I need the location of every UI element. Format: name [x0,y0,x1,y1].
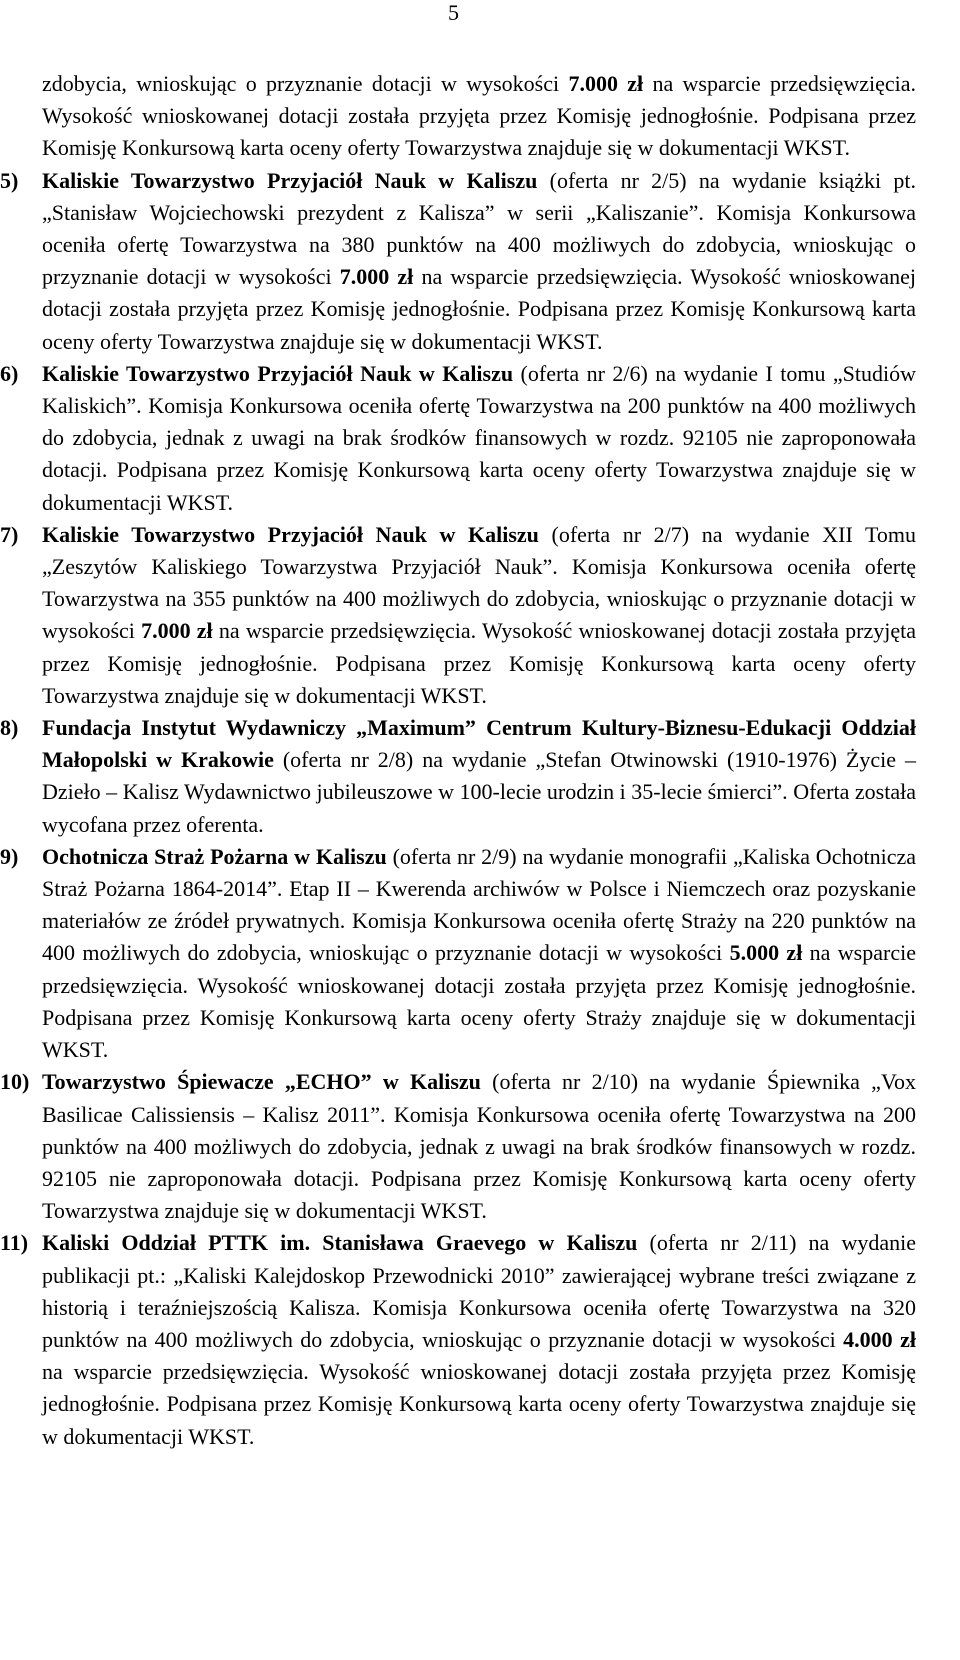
item-text-b: na wsparcie przedsięwzięcia. Wysokość wnioskowanej dotacji została przyjęta przez Komisję jednogłośnie. Podpisana przez Komisję Konkursową karta oceny oferty Straży znajduje się w dokumentacji WKST. [42,940,916,1063]
page-number: 5 [448,0,459,25]
list-item-8 [0,712,960,841]
intro-text-a: zdobycia, wnioskując o przyznanie dotacji w wysokości [42,71,569,96]
list-item-number: 9) [0,843,19,869]
list-item-text [42,358,916,519]
list-item-text [42,165,916,358]
intro-paragraph [42,68,916,165]
item-text-a: (oferta nr 2/9) na wydanie monografii „Kaliska Ochotnicza Straż Pożarna 1864-2014”. Etap II – Kwerenda archiwów w Polsce i Niemczech oraz pozyskanie materiałów ze źródeł prywatnych. Komisja Konkursowa oceniła ofertę Straży na 220 punktów na 400 możliwych do zdobycia, wnioskując o przyznanie dotacji w wysokości [42,843,916,966]
document-body [0,68,960,1453]
organization-name: Kaliskie Towarzystwo Przyjaciół Nauk w Kaliszu [42,360,514,386]
list-item-text [42,841,916,1066]
list-item-11 [0,1227,960,1452]
item-text-b: na wsparcie przedsięwzięcia. Wysokość wnioskowanej dotacji została przyjęta przez Komisję jednogłośnie. Podpisana przez Komisję Konkursową karta oceny oferty Towarzystwa znajduje się w dokumentacji WKST. [42,618,916,708]
list-item-number: 5) [0,167,19,193]
grant-amount: 7.000 zł [339,264,414,290]
item-text-a: (oferta nr 2/6) na wydanie I tomu „Studiów Kaliskich”. Komisja Konkursowa oceniła ofertę Towarzystwa na 200 punktów na 400 możliwych do zdobycia, jednak z uwagi na brak środków finansowych w rozdz. 92105 nie zaproponowała dotacji. Podpisana przez Komisję Konkursową karta oceny oferty Towarzystwa znajduje się w dokumentacji WKST. [42,360,916,515]
organization-name: Kaliskie Towarzystwo Przyjaciół Nauk w Kaliszu [42,167,538,193]
list-item-number: 6) [0,360,19,386]
item-text-b: na wsparcie przedsięwzięcia. Wysokość wnioskowanej dotacji została przyjęta przez Komisję jednogłośnie. Podpisana przez Komisję Konkursową karta oceny oferty Towarzystwa znajduje się w dokumentacji WKST. [42,1359,916,1449]
intro-text-b: na wsparcie przedsięwzięcia. Wysokość wnioskowanej dotacji została przyjęta przez Komisję jednogłośnie. Podpisana przez Komisję Konkursową karta oceny oferty Towarzystwa znajduje się w dokumentacji WKST. [42,71,916,161]
list-item-number: 10) [0,1069,30,1095]
list-item-7 [0,519,960,712]
list-item-5 [0,165,960,358]
item-text-a: (oferta nr 2/11) na wydanie publikacji pt.: „Kaliski Kalejdoskop Przewodnicki 2010” zawierającej wybrane treści związane z historią i teraźniejszością Kalisza. Komisja Konkursowa oceniła ofertę Towarzystwa na 320 punktów na 400 możliwych do zdobycia, wnioskując o przyznanie dotacji w wysokości [42,1230,916,1352]
list-item-9 [0,841,960,1066]
item-text-a: (oferta nr 2/5) na wydanie książki pt. „Stanisław Wojciechowski prezydent z Kalisza” w serii „Kaliszanie”. Komisja Konkursowa oceniła ofertę Towarzystwa na 380 punktów na 400 możliwych do zdobycia, wnioskując o przyznanie dotacji w wysokości [42,167,917,290]
item-text-b: na wsparcie przedsięwzięcia. Wysokość wnioskowanej dotacji została przyjęta przez Komisję jednogłośnie. Podpisana przez Komisję Konkursową karta oceny oferty Towarzystwa znajduje się w dokumentacji WKST. [42,264,916,354]
item-text-a: (oferta nr 2/7) na wydanie XII Tomu „Zeszytów Kaliskiego Towarzystwa Przyjaciół Nauk”. Komisja Konkursowa oceniła ofertę Towarzystwa na 355 punktów na 400 możliwych do zdobycia, wnioskując o przyznanie dotacji w wysokości [42,521,916,644]
organization-name: Kaliski Oddział PTTK im. Stanisława Graevego w Kaliszu [42,1230,638,1256]
organization-name: Kaliskie Towarzystwo Przyjaciół Nauk w Kaliszu [42,521,539,547]
grant-amount: 7.000 zł [141,618,213,644]
list-item-text [42,519,916,712]
item-text-a: (oferta nr 2/8) na wydanie „Stefan Otwinowski (1910-1976) Życie – Dzieło – Kalisz Wydawnictwo jubileuszowe w 100-lecie urodzin i 35-lecie śmierci”. Oferta została wycofana przez oferenta. [42,747,916,837]
list-item-text [42,1066,916,1227]
grant-amount: 5.000 zł [729,940,803,966]
list-item-6 [0,358,960,519]
organization-name: Towarzystwo Śpiewacze „ECHO” w Kaliszu [42,1069,481,1095]
organization-name: Fundacja Instytut Wydawniczy „Maximum” Centrum Kultury-Biznesu-Edukacji Oddział Małopolski w Krakowie [42,715,916,773]
list-item-10 [0,1066,960,1227]
list-item-text [42,712,916,841]
list-item-number: 7) [0,521,19,547]
list-item-text [42,1227,916,1452]
intro-amount: 7.000 zł [568,71,644,96]
list-item-number: 8) [0,715,19,741]
grant-amount: 4.000 zł [843,1326,916,1352]
organization-name: Ochotnicza Straż Pożarna w Kaliszu [42,843,387,869]
list-item-number: 11) [0,1230,29,1256]
item-text-a: (oferta nr 2/10) na wydanie Śpiewnika „Vox Basilicae Calissiensis – Kalisz 2011”. Komisja Konkursowa oceniła ofertę Towarzystwa na 200 punktów na 400 możliwych do zdobycia, jednak z uwagi na brak środków finansowych w rozdz. 92105 nie zaproponowała dotacji. Podpisana przez Komisję Konkursową karta oceny oferty Towarzystwa znajduje się w dokumentacji WKST. [42,1069,916,1224]
